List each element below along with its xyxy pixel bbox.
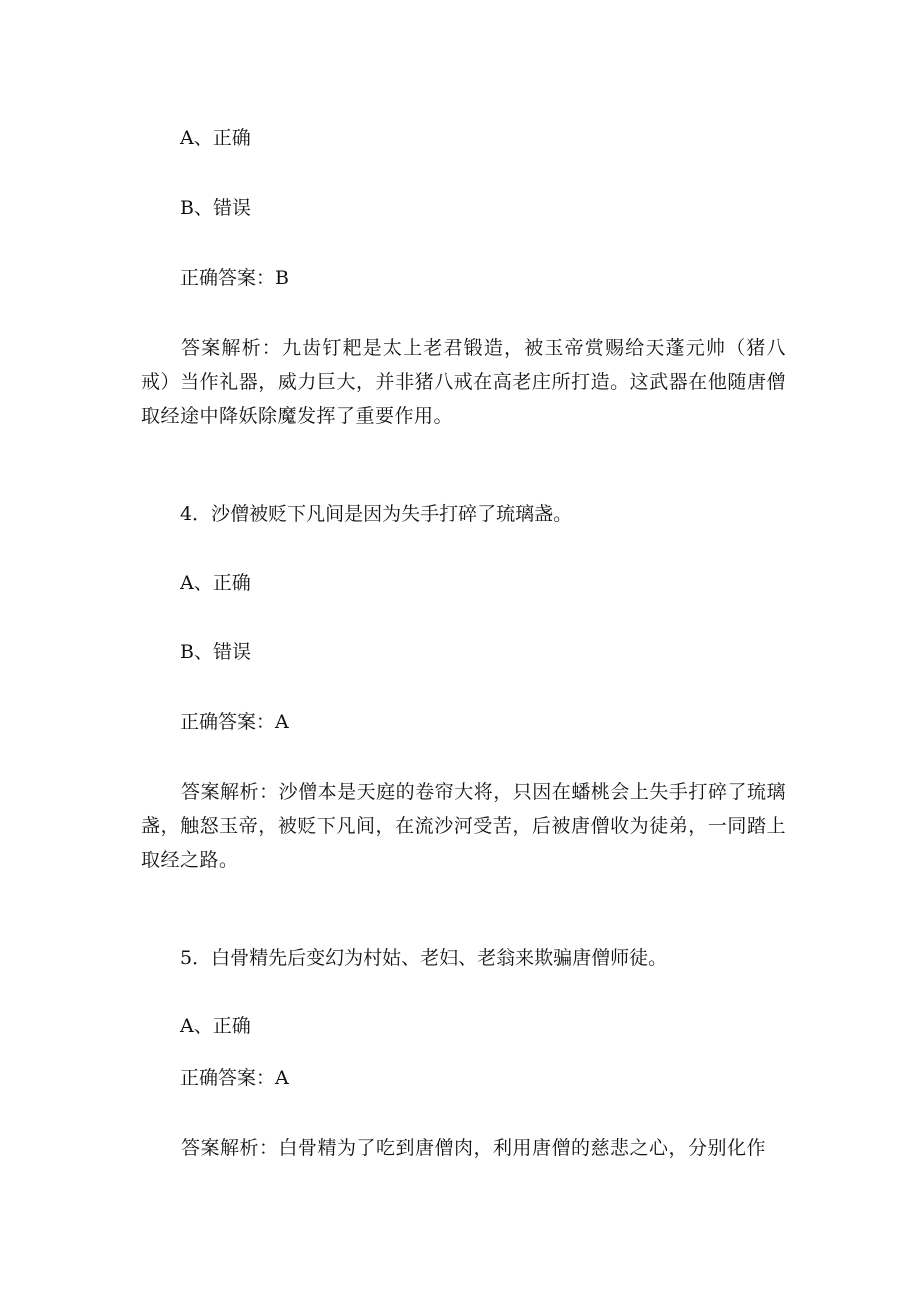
q5-question: 5．白骨精先后变幻为村姑、老妇、老翁来欺骗唐僧师徒。	[180, 947, 668, 969]
q5-explanation: 答案解析：白骨精为了吃到唐僧肉，利用唐僧的慈悲之心，分别化作	[181, 1137, 767, 1159]
q5-answer: 正确答案：A	[180, 1067, 289, 1089]
q4-answer: 正确答案：A	[180, 711, 289, 733]
q4-question: 4．沙僧被贬下凡间是因为失手打碎了琉璃盏。	[180, 503, 573, 525]
q3-option-b: B、错误	[180, 197, 251, 219]
q4-explanation: 答案解析：沙僧本是天庭的卷帘大将，只因在蟠桃会上失手打碎了琉璃盏，触怒玉帝，被贬下凡间，在流沙河受苦，后被唐僧收为徒弟，一同踏上取经之路。	[141, 781, 786, 871]
q3-option-a: A、正确	[180, 127, 251, 149]
q3-explanation: 答案解析：九齿钉耙是太上老君锻造，被玉帝赏赐给天蓬元帅（猪八戒）当作礼器，威力巨大，并非猪八戒在高老庄所打造。这武器在他随唐僧取经途中降妖除魔发挥了重要作用。	[141, 337, 786, 427]
q3-answer: 正确答案：B	[180, 267, 289, 289]
q5-option-a: A、正确	[180, 1015, 251, 1037]
q4-option-a: A、正确	[180, 572, 251, 594]
q4-option-b: B、错误	[180, 641, 251, 663]
